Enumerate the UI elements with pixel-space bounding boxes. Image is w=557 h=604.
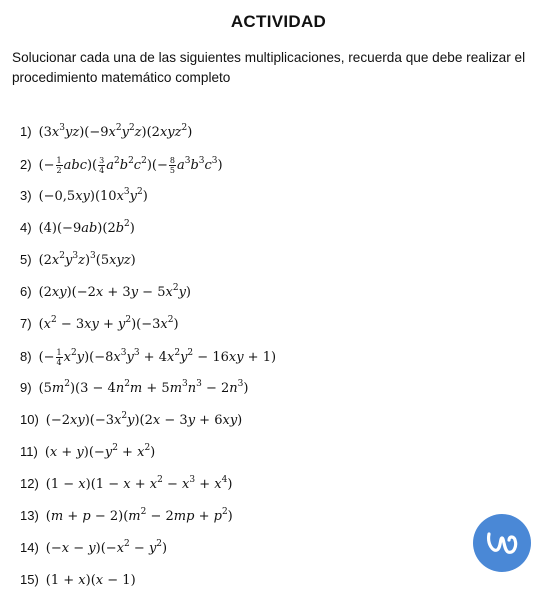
instructions-text: Solucionar cada una de las siguientes multiplicaciones, recuerda que debe realizar el procedimiento matemático completo (12, 50, 526, 85)
brand-logo-icon (473, 514, 531, 572)
exercise-expression: $(-x - y)(-x^2 - y^2)$ (45, 539, 168, 556)
exercise-expression: $(m + p - 2)(m^2 - 2mp + p^2)$ (45, 507, 233, 524)
exercise-expression: $(1 - x)(1 - x + x^2 - x^3 + x^4)$ (45, 475, 233, 492)
exercise-item (20, 284, 276, 316)
exercise-item (20, 156, 276, 188)
exercise-expression: (− $\frac{1}{2}$ abc)( $\frac{3}{4}$ $a^2b^2c^2)(-$ $\frac{8}{5}$ $a^3b^3c^3$) (38, 156, 223, 175)
exercise-expression: $(4)(-9ab)(2b^2)$ (38, 219, 135, 236)
exercise-number: 4) (20, 220, 32, 235)
exercise-expression: $(3x^3yz)(-9x^2y^2z)(2xyz^2)$ (38, 123, 193, 140)
exercise-item (20, 252, 276, 284)
exercise-item (20, 572, 276, 604)
exercise-expression: (1 + x)(x − 1) (45, 573, 136, 588)
exercise-item (20, 476, 276, 508)
exercise-number: 9) (20, 380, 32, 395)
exercise-item (20, 316, 276, 348)
exercise-item (20, 508, 276, 540)
exercise-list (20, 124, 276, 604)
exercise-item (20, 444, 276, 476)
exercise-number: 14) (20, 540, 39, 555)
exercise-expression: $(-0,5xy)(10x^3y^2)$ (38, 187, 148, 204)
exercise-number: 2) (20, 157, 32, 172)
exercise-item (20, 412, 276, 444)
exercise-expression: $(-2xy)(-3x^2y)(2x - 3y + 6xy)$ (45, 411, 243, 428)
exercise-number: 7) (20, 316, 32, 331)
exercise-item (20, 540, 276, 572)
exercise-expression: $(x^2 - 3xy + y^2)(-3x^2)$ (38, 315, 179, 332)
exercise-number: 5) (20, 252, 32, 267)
exercise-item (20, 220, 276, 252)
exercise-number: 1) (20, 124, 32, 139)
exercise-number: 13) (20, 508, 39, 523)
exercise-item (20, 124, 276, 156)
exercise-item (20, 348, 276, 380)
exercise-number: 11) (20, 444, 38, 459)
page-title: ACTIVIDAD (230, 12, 327, 31)
exercise-number: 12) (20, 476, 39, 491)
exercise-item (20, 380, 276, 412)
exercise-number: 8) (20, 349, 32, 364)
exercise-number: 3) (20, 188, 32, 203)
exercise-expression: (− $\frac{1}{4}$ $x^2y)(-8x^3y^3 + 4x^2y^2 - 16xy + 1)$ (38, 348, 277, 367)
exercise-expression: $(x + y)(-y^2 + x^2)$ (44, 443, 156, 460)
exercise-item (20, 188, 276, 220)
exercise-number: 10) (20, 412, 39, 427)
exercise-expression: $(2x^2y^3z)^3(5xyz)$ (38, 251, 136, 268)
brand-logo-mark (473, 514, 531, 572)
exercise-number: 15) (20, 572, 39, 587)
exercise-expression: $(2xy)(-2x + 3y - 5x^2y)$ (38, 283, 191, 300)
exercise-number: 6) (20, 284, 32, 299)
exercise-expression: $(5m^2)(3 - 4n^2m + 5m^3n^3 - 2n^3)$ (38, 379, 249, 396)
